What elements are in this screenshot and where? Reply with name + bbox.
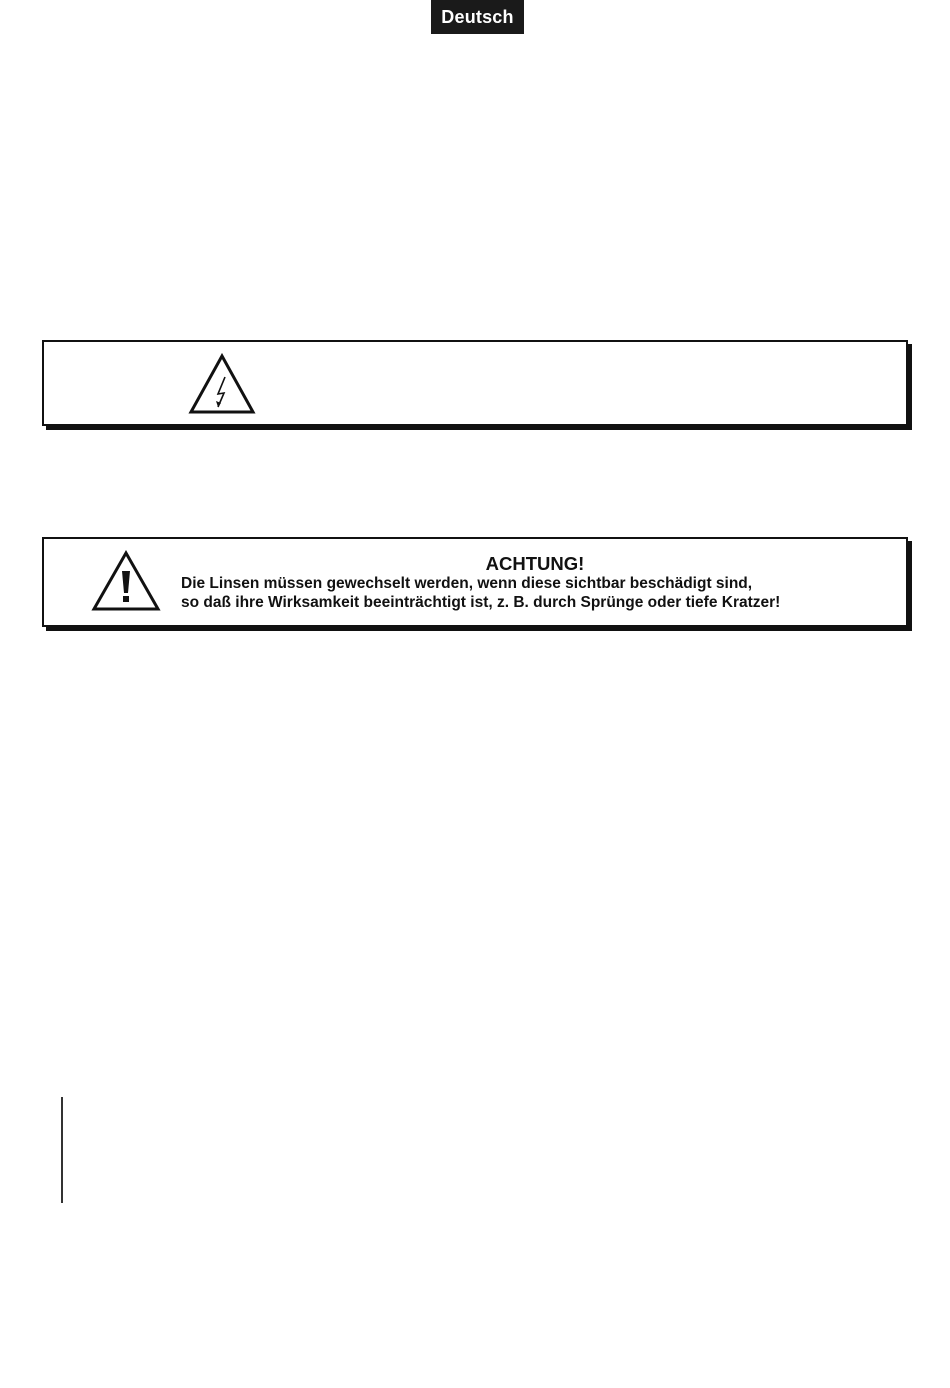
exclamation-warning-icon (91, 550, 161, 612)
lightning-warning-icon (188, 353, 256, 415)
revision-margin-bar (61, 1097, 63, 1203)
electric-shock-warning-box (42, 340, 908, 426)
caution-line-2: so daß ihre Wirksamkeit beeinträchtigt ist, z. B. durch Sprünge oder tiefe Kratzer! (181, 594, 781, 611)
caution-line-1: Die Linsen müssen gewechselt werden, wenn diese sichtbar beschädigt sind, (181, 575, 753, 592)
caution-warning-box (42, 537, 908, 627)
language-tab: Deutsch (431, 0, 524, 34)
caution-title: ACHTUNG! (485, 553, 585, 574)
caution-text-block (181, 554, 881, 612)
